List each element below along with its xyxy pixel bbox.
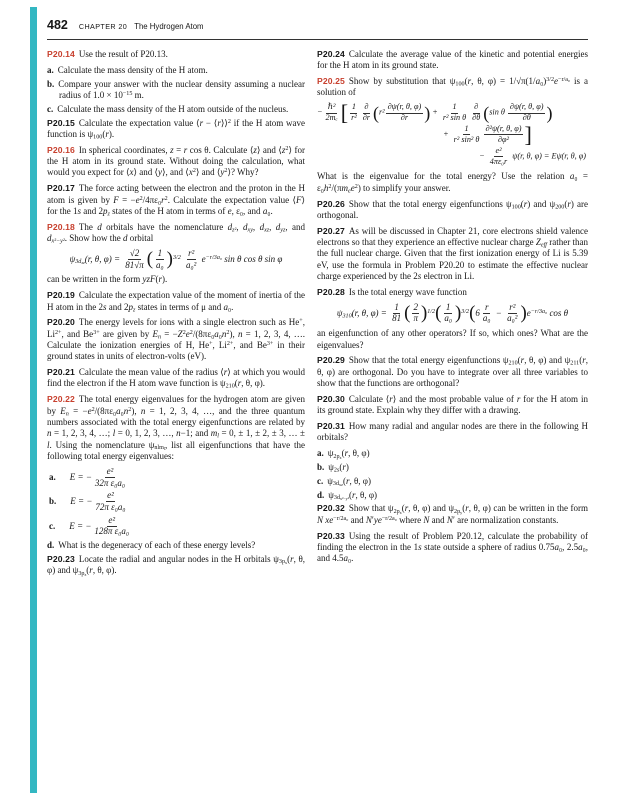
chapter-edge-bar [30, 7, 37, 793]
problem-text: Show that the total energy eigenfunctions $\psi_{210}(r$, θ, φ) and $\psi_{211}(r$, θ, φ) are orthogonal. Do you have to integrate over all three variables to show that the functions are orthogonal? [317, 355, 588, 388]
eigenvalue-item-b [49, 491, 305, 512]
problem-number: P20.17 [47, 183, 75, 194]
problem-text: How many radial and angular nodes are there in the following H orbitals? [317, 420, 588, 443]
problem-p20-19 [47, 290, 305, 313]
problem-number: P20.23 [47, 553, 75, 564]
item-label: d. [47, 540, 55, 551]
problem-text: As will be discussed in Chapter 21, core electrons shield valence electrons so that they experience an effective nuclear charge $Z_{eff}$ rather than the full nuclear charge. Given that the first ionization energy of Li is 5.39 eV, use the formula in Problem P20.20 to estimate the effective nuclear charge experienced by the 2s electron in Li. [317, 225, 588, 282]
page-header [47, 18, 204, 32]
problem-text: In spherical coordinates, z = r cos θ. Calculate ⟨z⟩ and $⟨z^2⟩$ for the H atom in its ground state. Without doing the calculation, what would you expect for ⟨x⟩ and ⟨y⟩, and $⟨x^2⟩$ and $⟨y^2⟩$? Why? [47, 144, 306, 178]
equation-psi-310: $\psi_{310}(r$, θ, φ) = $\frac{1}{81}$ ( $\frac{2}{\pi}$ )$^{1/2}$( $\frac{1}{\text{a₀}}$ )$^{3/2}$(6 $\frac{r}{\text{a₀}}$ − $\frac{\text{r²}}{\text{a₀²}}$ )$e^{-r/3a_0}$ cos θ [336, 301, 569, 324]
item-c [47, 104, 305, 115]
problem-text: Is the total energy wave function [348, 286, 467, 297]
problem-text: The force acting between the electron and the proton in the H atom is given by $F = -e^2/4\pi\varepsilon_0r^2$. Calculate the expectation value ⟨F⟩ for the 1s and $2p_z$ states of the H atom in terms of e, ε₀, and a₀. [47, 183, 306, 218]
item-label: c. [317, 475, 324, 486]
problem-p20-14 [47, 49, 305, 60]
schrodinger-equation-line-2: + $\frac{1}{\text{r² sin² θ}}$ $\frac{\text{∂²ψ(r, θ, φ)}}{\text{∂φ²}}$ ] [443, 121, 532, 147]
problem-p20-23 [47, 554, 305, 577]
problem-number: P20.30 [317, 393, 345, 404]
item-text: Compare your answer with the nuclear density assuming a nuclear radius of $1.0 \times 10^{-15}$ m. [58, 78, 305, 100]
schrodinger-equation-line-1: − $\frac{\text{ℏ²}}{\text{2mₑ}}$ [ $\frac{1}{\text{r²}}$ $\frac{\partial}{\partial r}$ (r² $\frac{\partial\psi(r, \theta, \varphi)}{\partial r}$ ) + $\frac{1}{\text{r² sin θ}}$ $\frac{\partial}{\partial\theta}$ (sin θ $\frac{\partial\psi(r, \theta, \varphi)}{\partial\theta}$ ) [317, 100, 553, 126]
page-number: 482 [47, 18, 68, 32]
item-label: c. [47, 103, 54, 114]
problem-number: P20.15 [47, 117, 75, 128]
problem-text: Calculate the expectation value of the moment of inertia of the H atom in the 2s and $2p_z$ states in terms of μ and a₀. [47, 290, 305, 314]
item-a [47, 65, 305, 76]
problem-number: P20.20 [47, 317, 75, 328]
problem-text: The total energy eigenvalues for the hydrogen atom are given by $E_n = -e^2/(8\pi\varepsilon_0a_0n^2)$, n = 1, 2, 3, 4, …, and the three quantum numbers associated with the total energy eigenfunctions are related by n = 1, 2, 3, 4, …; l = 0, 1, 2, 3, …, n−1; and $m_l = 0$, ± 1, ± 2, ± 3, … ± l. Using the nomenclature $\psi_{nlm_l}$, list all eigenfunctions that have the following total energy eigenvalues: [47, 394, 306, 461]
problem-number: P20.16 [47, 144, 75, 155]
problem-p20-27 [317, 226, 588, 283]
eigenvalue-item-c [49, 516, 305, 537]
item-c [317, 476, 588, 487]
eigenvalue-equation: E = − $\frac{\text{e²}}{\text{128π ε₀a₀}}$ [69, 514, 129, 537]
problem-text: Calculate ⟨r⟩ and the most probable value of r for the H atom in its ground state. Explain why they differ with a drawing. [317, 393, 588, 416]
problem-number: P20.29 [317, 355, 345, 366]
eigenvalue-item-a [49, 467, 305, 488]
problem-text: Calculate the average value of the kinetic and potential energies for the H atom in its ground state. [317, 49, 588, 71]
problem-number: P20.33 [317, 530, 345, 541]
schrodinger-equation-line-3: − $\frac{\text{e²}}{\text{4πε₀r}}$ ψ(r, θ, φ) = Eψ(r, θ, φ) [479, 145, 586, 166]
chapter-title: The Hydrogen Atom [134, 22, 204, 31]
problem-p20-16 [47, 145, 305, 179]
problem-p20-15 [47, 118, 305, 141]
problem-number: P20.25 [317, 76, 345, 87]
content-columns [47, 49, 588, 581]
problem-p20-21 [47, 367, 305, 390]
problem-p20-17 [47, 183, 305, 217]
item-label: b. [49, 496, 57, 507]
problem-text: Calculate the expectation value ⟨r − ⟨r⟩⟩$^2$ if the H atom wave function is $\psi_{100}(r)$. [47, 117, 305, 141]
problem-number: P20.14 [47, 49, 75, 59]
item-text: Calculate the mass density of the H atom. [57, 64, 208, 75]
item-text: What is the degeneracy of each of these energy levels? [58, 540, 256, 551]
left-column [47, 49, 305, 581]
item-text: $\psi_{3d_{x^2-y^2}}(r$, θ, φ) [328, 489, 378, 502]
problem-number: P20.26 [317, 198, 345, 209]
problem-p20-29 [317, 355, 588, 389]
problem-p20-30 [317, 394, 588, 417]
equation-psi-3dxz: $\psi_{3d_{xz}}(r$, θ, φ) = $\frac{√2}{81√\pi}$ ( $\frac{1}{\text{a₀}}$ )$^{3/2}$ $\frac{\text{r²}}{\text{a₀²}}$ $e^{-r/3a_0}$ sin θ cos θ sin φ [69, 247, 283, 270]
item-label: d. [317, 489, 325, 500]
problem-number: P20.21 [47, 367, 75, 378]
problem-text: Use the result of P20.13. [78, 49, 168, 59]
problem-p20-32 [317, 503, 588, 526]
problem-number: P20.31 [317, 420, 345, 431]
item-d [47, 540, 305, 551]
problem-p20-18 [47, 222, 305, 245]
problem-p20-28 [317, 287, 588, 298]
item-a [317, 448, 588, 459]
item-label: c. [49, 520, 56, 531]
item-label: a. [49, 471, 56, 482]
item-label: a. [317, 448, 324, 459]
problem-number: P20.18 [47, 221, 75, 232]
problem-text: Locate the radial and angular nodes in the H orbitals $\psi_{3p_x}(r$, θ, φ) and $\psi_{3p_z}(r$, θ, φ). [47, 553, 306, 577]
problem-p20-25-continuation: What is the eigenvalue for the total energy? Use the relation $a_0 = \varepsilon_0h^2/(\pi m_ee^2)$ to simplify your answer. [317, 171, 588, 195]
problem-text: Show by substitution that $\psi_{100}(r$, θ, $\varphi) = 1/√\pi(1/a_0)^{3/2}e^{-r/a_0}$ is a solution of [317, 76, 588, 98]
eigenvalue-equation: E = − $\frac{\text{e²}}{\text{72π ε₀a₀}}$ [70, 490, 126, 512]
problem-p20-18-continuation: can be written in the form yzF(r). [47, 274, 168, 285]
right-column [317, 49, 588, 581]
problem-p20-33 [317, 531, 588, 565]
item-d [317, 490, 588, 501]
problem-number: P20.28 [317, 286, 345, 297]
problem-text: Using the result of Problem P20.12, calculate the probability of finding the electron in the 1s state outside a sphere of radius 0.75a₀, 2.5a₀, and 4.5a₀. [317, 530, 589, 564]
header-rule [47, 39, 588, 40]
problem-text: Show that $\psi_{2p_x}(r$, θ, φ) and $\psi_{2p_y}(r$, θ, φ) can be written in the form N $xe^{-r/2a_0}$ and $N'ye^{-r/2a_0}$ where N and N′ are normalization constants. [317, 503, 588, 525]
item-label: b. [317, 461, 325, 472]
item-text: Calculate the mass density of the H atom outside of the nucleus. [57, 103, 289, 114]
problem-p20-25 [317, 76, 588, 99]
item-label: a. [47, 64, 54, 75]
problem-p20-26 [317, 199, 588, 222]
problem-p20-20 [47, 317, 305, 362]
problem-p20-22 [47, 394, 305, 462]
problem-p20-28-continuation: an eigenfunction of any other operators? If so, which ones? What are the eigenvalues? [317, 328, 588, 350]
eigenvalue-equation: E = − $\frac{\text{e²}}{\text{32π ε₀a₀}}$ [69, 465, 125, 488]
item-b [47, 79, 305, 102]
chapter-label: CHAPTER 20 [78, 22, 128, 31]
item-text: $\psi_{3d_{xz}}(r$, θ, φ) [327, 475, 371, 488]
problem-text: Show that the total energy eigenfunctions $\psi_{100}(r)$ and $\psi_{200}(r)$ are orthogonal. [317, 198, 588, 220]
problem-text: Calculate the mean value of the radius ⟨r⟩ at which you would find the electron if the H atom wave function is $\psi_{210}(r$, θ, φ). [47, 367, 305, 390]
item-text: $\psi_{2p_x}(r$, θ, φ) [327, 448, 370, 460]
problem-number: P20.19 [47, 290, 75, 301]
problem-text: The d orbitals have the nomenclature $d_{z^2}$, $d_{xy}$, $d_{xz}$, $d_{yz}$, and $d_{x^2-y^2}$. Show how the d orbital [47, 221, 306, 245]
problem-p20-24 [317, 49, 588, 72]
problem-number: P20.32 [317, 503, 345, 514]
item-text: $\psi_{2s}(r)$ [328, 461, 349, 474]
problem-text: The energy levels for ions with a single electron such as He+, $Li^{2+}$, and $Be^{3+}$ are given by $E_n = -Z^2e^2/(8\pi\varepsilon_0a_0n^2)$, n = 1, 2, 3, 4, …. Calculate the ionization energies of H, He+, $Li^{2+}$, and $Be^{3+}$ in their ground states in units of electron-volts (eV). [47, 317, 306, 362]
problem-number: P20.24 [317, 49, 345, 59]
item-b [317, 462, 588, 473]
item-label: b. [47, 78, 55, 89]
problem-number: P20.22 [47, 394, 75, 405]
problem-p20-31 [317, 421, 588, 444]
problem-number: P20.27 [317, 225, 345, 236]
